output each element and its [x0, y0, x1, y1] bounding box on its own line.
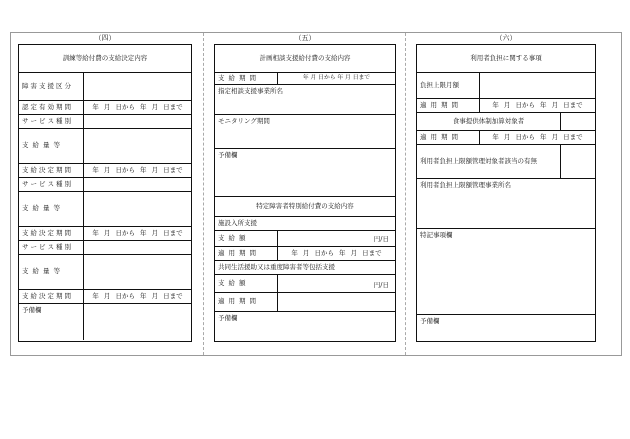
decision-period-label: 支給決定期間: [22, 228, 73, 237]
apply-period-label: 適用期間: [420, 100, 462, 109]
mgmt-target-row: [417, 145, 595, 179]
disability-class-value: [83, 73, 191, 100]
apply-period-label: 適用期間: [420, 132, 462, 141]
decision-period-label: 支給決定期間: [22, 291, 73, 300]
cert-period-row: [19, 101, 191, 115]
supply-period-dates: 年 月 日から 年 月 日まで: [277, 73, 395, 84]
meal-target-row: [417, 113, 595, 131]
special-notes-label: 特記事項欄: [420, 231, 453, 239]
service-type-label: サービス種別: [22, 179, 73, 188]
service-type-value: [83, 178, 191, 191]
apply-period-row: [215, 293, 395, 312]
apply-period-label: 適用期間: [218, 297, 260, 306]
service-type-value: [83, 241, 191, 254]
remarks-row: [417, 315, 595, 340]
service-type-label: サービス種別: [22, 116, 73, 125]
panel-4-title-row: [19, 45, 191, 73]
apply-period-dates: 年 月 日から 年 月 日まで: [479, 99, 595, 112]
special-notes-row: [417, 229, 595, 315]
designated-office-label: 指定相談支援事業所名: [218, 87, 283, 95]
decision-period-dates: 年 月 日から 年 月 日まで: [83, 227, 191, 240]
mgmt-office-row: [417, 179, 595, 229]
supply-amount-row: [215, 231, 395, 247]
supply-amount-label: 支給量等: [22, 267, 64, 276]
panel-6: [416, 44, 596, 342]
supply-period-row: [215, 73, 395, 85]
supply-amount-row: [19, 255, 191, 290]
supply-amount-row: [215, 275, 395, 293]
supply-amount-value: [83, 192, 191, 226]
remarks-label-2: 予備欄: [218, 314, 238, 322]
apply-period-label: 適用期間: [218, 248, 260, 257]
remarks-row: [215, 149, 395, 197]
monthly-limit-value: [479, 73, 595, 98]
meal-target-value: [560, 113, 595, 130]
disability-class-row: [19, 73, 191, 101]
panel-5-title-row: [215, 45, 395, 73]
apply-period-row: [215, 247, 395, 261]
supply-amount-value: [83, 255, 191, 289]
decision-period-label: 支給決定期間: [22, 165, 73, 174]
supply-amount-label: 支給量等: [22, 204, 64, 213]
cert-period-label: 認定有効期間: [22, 102, 73, 111]
apply-period-row: [417, 131, 595, 145]
apply-period-dates: 年 月 日から 年 月 日まで: [277, 247, 395, 260]
service-type-row: [19, 241, 191, 255]
service-type-row: [19, 115, 191, 129]
service-type-value: [83, 115, 191, 128]
fold-line: [405, 33, 406, 355]
decision-period-row: [19, 227, 191, 241]
yen-per-day: 円/日: [277, 231, 395, 246]
cert-period-dates: 年 月 日から 年 月 日まで: [83, 101, 191, 114]
meal-target-label: 食事提供体制加算対象者: [452, 116, 525, 125]
facility-support-label: 施設入所支援: [218, 218, 257, 227]
facility-support-row: [215, 217, 395, 231]
panel-5-title: 計画相談支援給付費の支給内容: [259, 53, 351, 62]
remarks-value: [83, 304, 191, 340]
monitoring-label: モニタリング期間: [218, 117, 270, 125]
supply-amount-row: [19, 192, 191, 227]
remarks-label: 予備欄: [218, 151, 238, 159]
supply-period-label: 支給期間: [218, 73, 260, 82]
decision-period-dates: 年 月 日から 年 月 日まで: [83, 164, 191, 177]
panel-6-title: 利用者負担に関する事項: [470, 53, 542, 62]
monthly-limit-label: 負担上限月額: [420, 80, 459, 89]
designated-office-row: [215, 85, 395, 115]
supply-amount-label: 支給量等: [22, 141, 64, 150]
panel-4-header: （四）: [94, 34, 116, 42]
remarks-label: 予備欄: [22, 306, 42, 314]
special-benefit-title: 特定障害者特別給付費の支給内容: [256, 201, 354, 210]
decision-period-row: [19, 164, 191, 178]
group-support-row: [215, 261, 395, 275]
mgmt-target-label: 利用者負担上限額管理対象者該当の有無: [420, 156, 537, 165]
mgmt-target-value: [560, 145, 595, 178]
panel-5-header: （五）: [294, 34, 316, 42]
panel-6-title-row: [417, 45, 595, 73]
apply-period-row: [417, 99, 595, 113]
disability-class-label: 障害支援区分: [22, 81, 73, 90]
decision-period-dates: 年 月 日から 年 月 日まで: [83, 290, 191, 303]
monitoring-row: [215, 115, 395, 149]
remarks-label: 予備欄: [420, 317, 440, 325]
panel-4: [18, 44, 192, 342]
panel-5: [214, 44, 396, 342]
service-type-row: [19, 178, 191, 192]
supply-amount-row: [19, 129, 191, 164]
panel-4-title: 訓練等給付費の支給決定内容: [62, 53, 148, 62]
supply-amount-label: 支給額: [218, 233, 250, 242]
monthly-limit-row: [417, 73, 595, 99]
supply-amount-label: 支給額: [218, 278, 250, 287]
apply-period-value: [277, 293, 395, 311]
mgmt-office-label: 利用者負担上限額管理事業所名: [420, 181, 511, 189]
panel-6-header: （六）: [495, 34, 517, 42]
apply-period-dates: 年 月 日から 年 月 日まで: [479, 131, 595, 144]
group-support-label: 共同生活援助又は重度障害者等包括支援: [218, 262, 335, 271]
decision-period-row: [19, 290, 191, 304]
special-benefit-title-row: [215, 197, 395, 217]
supply-amount-value: [83, 129, 191, 163]
yen-per-day: 円/日: [277, 275, 395, 292]
remarks-row-2: [215, 312, 395, 340]
service-type-label: サービス種別: [22, 242, 73, 251]
remarks-row: [19, 304, 191, 340]
fold-line: [203, 33, 204, 355]
